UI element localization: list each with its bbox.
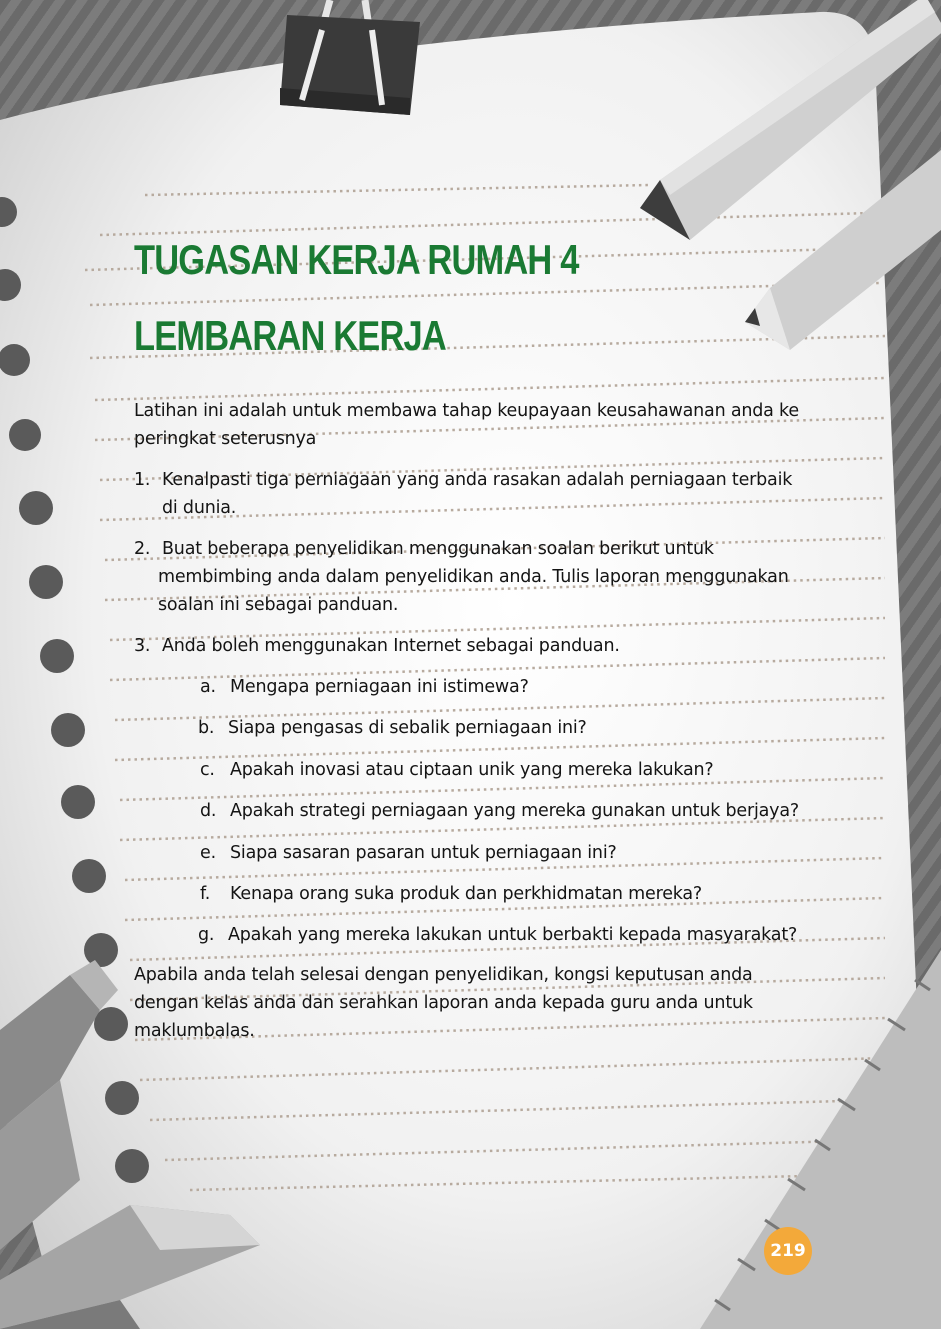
list-item-2-cont-2: soalan ini sebagai panduan. bbox=[158, 595, 399, 615]
sub-item-d: d. Apakah strategi perniagaan yang mereka gunakan untuk berjaya? bbox=[200, 801, 799, 821]
intro-text: Latihan ini adalah untuk membawa tahap keupayaan keusahawanan anda ke peringkat seterusnya bbox=[134, 401, 799, 449]
paper-sheet bbox=[0, 12, 930, 1329]
list-item-1: 1. Kenalpasti tiga perniagaan yang anda rasakan adalah perniagaan terbaik bbox=[134, 470, 793, 490]
sub-item-a: a. Mengapa perniagaan ini istimewa? bbox=[200, 677, 529, 697]
list-item-2: 2. Buat beberapa penyelidikan menggunakan soalan berikut untuk bbox=[134, 539, 714, 559]
sub-item-b: b. Siapa pengasas di sebalik perniagaan ini? bbox=[198, 718, 587, 738]
binder-clip-icon bbox=[280, 0, 420, 115]
sub-item-f: f. Kenapa orang suka produk dan perkhidmatan mereka? bbox=[200, 884, 703, 904]
sub-item-g: g. Apakah yang mereka lakukan untuk berbakti kepada masyarakat? bbox=[198, 925, 798, 945]
closing-line-3: maklumbalas. bbox=[134, 1021, 255, 1041]
sub-item-c: c. Apakah inovasi atau ciptaan unik yang mereka lakukan? bbox=[200, 760, 714, 780]
closing-line-1: Apabila anda telah selesai dengan penyelidikan, kongsi keputusan anda bbox=[134, 965, 753, 985]
closing-line-2: dengan kelas anda dan serahkan laporan anda kepada guru anda untuk bbox=[134, 993, 753, 1013]
sub-item-e: e. Siapa sasaran pasaran untuk perniagaan ini? bbox=[200, 843, 617, 863]
page-number-badge: 219 bbox=[764, 1227, 812, 1275]
list-item-3: 3. Anda boleh menggunakan Internet sebagai panduan. bbox=[134, 636, 620, 656]
page-title: TUGASAN KERJA RUMAH 4 bbox=[134, 236, 579, 283]
list-item-1-cont: di dunia. bbox=[162, 498, 237, 518]
list-item-2-cont-1: membimbing anda dalam penyelidikan anda. Tulis laporan menggunakan bbox=[158, 567, 789, 587]
page-subtitle: LEMBARAN KERJA bbox=[134, 312, 446, 359]
